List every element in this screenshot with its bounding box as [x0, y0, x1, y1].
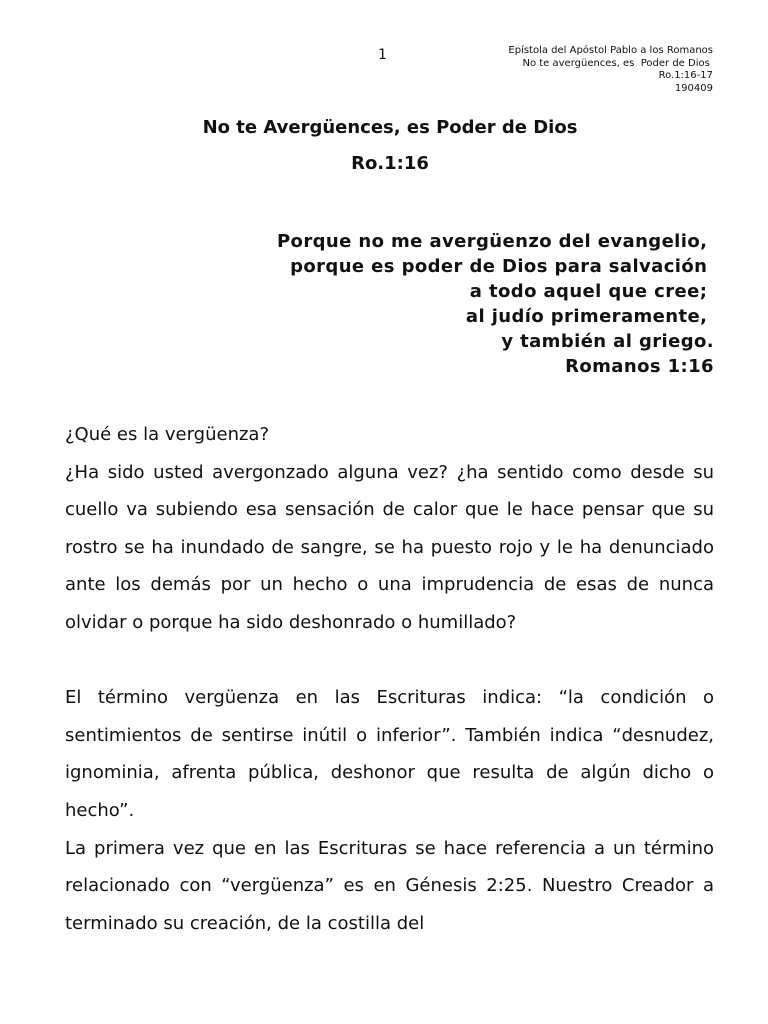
document-title: No te Avergüences, es Poder de Dios	[202, 117, 578, 138]
running-header	[508, 45, 713, 95]
body-text	[65, 416, 714, 942]
verse-quote	[277, 229, 714, 379]
header-code-line: 190409	[674, 82, 713, 94]
paragraph-gap	[65, 642, 714, 680]
body-paragraph: El término vergüenza en las Escrituras indica: “la condición o sentimientos de sentirse inútil o inferior”. También indica “desnudez, ignominia, afrenta pública, deshonor que resulta de algún dicho o hecho”.	[65, 687, 714, 821]
body-paragraph: ¿Ha sido usted avergonzado alguna vez? ¿ha sentido como desde su cuello va subiendo esa sensación de calor que le hace pensar que su rostro se ha inundado de sangre, se ha puesto rojo y le ha denunciado ante los demás por un hecho o una imprudencia de esas de nunca olvidar o porque ha sido deshonrado o humillado?	[65, 461, 714, 633]
verse-line: a todo aquel que cree;	[469, 281, 714, 302]
verse-citation: Romanos 1:16	[565, 356, 714, 377]
verse-line: Porque no me avergüenzo del evangelio,	[276, 231, 714, 252]
verse-line: y también al griego.	[501, 331, 714, 352]
document-subtitle: Ro.1:16	[351, 153, 429, 174]
header-reference-line: Ro.1:16-17	[658, 70, 713, 81]
body-paragraph: La primera vez que en las Escrituras se hace referencia a un término relacionado con “vergüenza” es en Génesis 2:25. Nuestro Creador a terminado su creación, de la costilla del	[65, 837, 714, 934]
verse-line: porque es poder de Dios para salvación	[290, 256, 714, 277]
page-number: 1	[378, 47, 387, 63]
verse-line: al judío primeramente,	[465, 306, 714, 327]
header-sermon-line: No te avergüences, es Poder de Dios	[522, 57, 713, 69]
body-question: ¿Qué es la vergüenza?	[65, 424, 270, 445]
header-book-line: Epístola del Apóstol Pablo a los Romanos	[508, 45, 713, 56]
